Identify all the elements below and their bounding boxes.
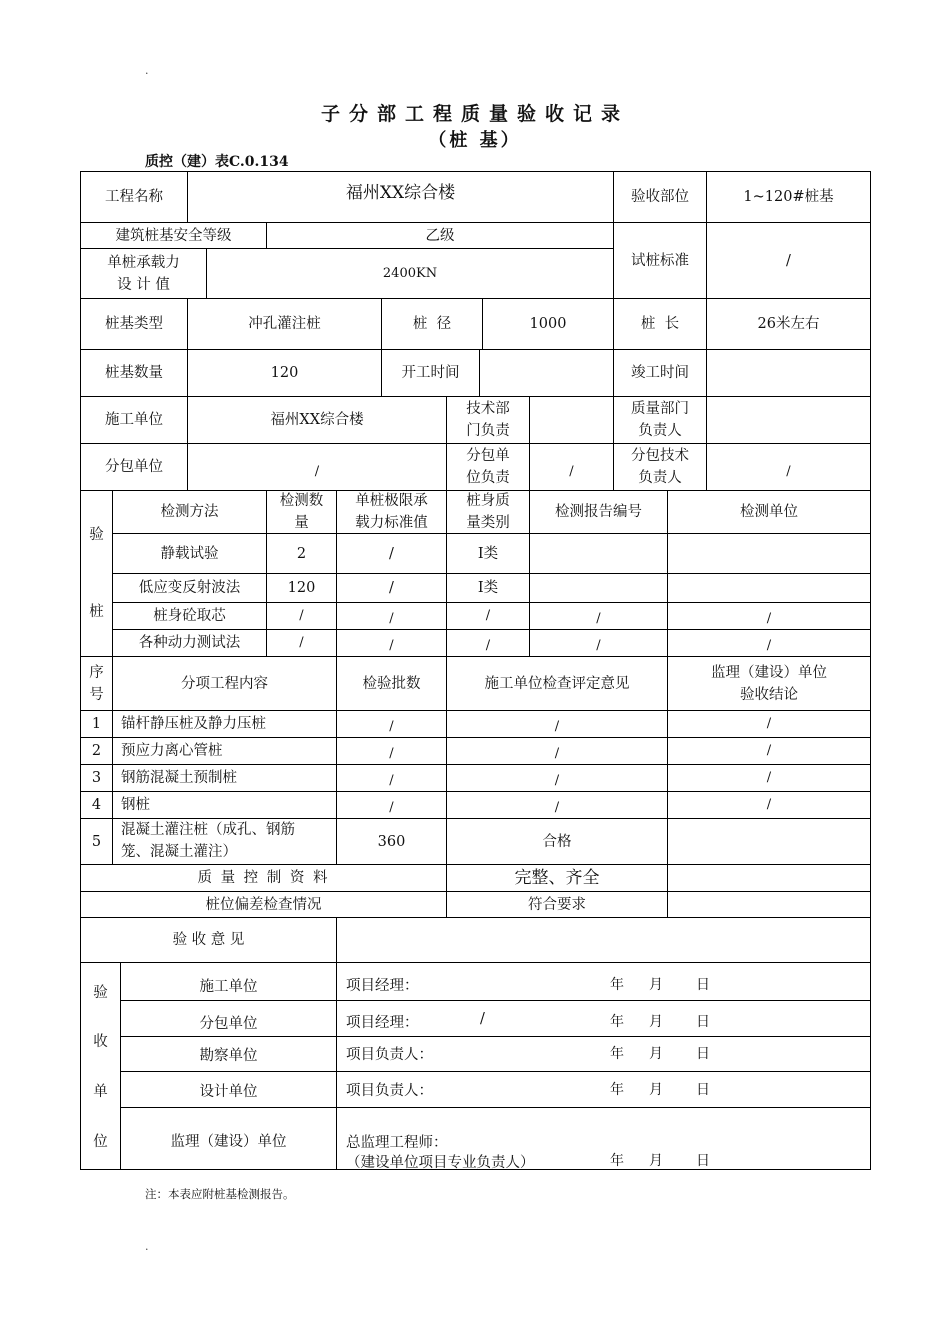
item-4-conclusion: /: [766, 797, 772, 812]
signoff-3-person: 项目负责人：: [346, 1047, 433, 1063]
count-label: 桩基数量: [105, 365, 163, 381]
capacity-value: 2400KN: [382, 265, 438, 281]
test-row-1-limit: /: [389, 545, 394, 562]
th-method: 检测方法: [160, 504, 219, 520]
signoff-4-year: 年: [610, 1082, 624, 1098]
th-qty-line-2: 量: [294, 515, 309, 531]
qc-conclusion: [668, 865, 870, 891]
opinion-label: 验 收 意 见: [172, 932, 245, 948]
signoff-5-person-2: （建设单位项目专业负责人）: [346, 1155, 535, 1171]
signoff-4-unit: 设计单位: [199, 1084, 258, 1100]
diameter-label: 桩 径: [412, 316, 452, 332]
signoff-3-day: 日: [696, 1046, 710, 1062]
item-3-name: 钢筋混凝土预制桩: [121, 770, 237, 786]
test-row-1-method: 静载试验: [160, 545, 219, 562]
test-row-4-method: 各种动力测试法: [138, 635, 241, 651]
signoff-4-month: 月: [649, 1082, 663, 1098]
th-class-line-1: 桩身质: [466, 493, 510, 509]
page-subtitle: （桩 基）: [428, 130, 522, 151]
tech-head-label-line-2: 门负责: [466, 423, 510, 439]
count-value: 120: [270, 365, 299, 381]
item-5-batches: 360: [377, 833, 406, 850]
th-seq-line-2: 号: [89, 686, 104, 703]
item-5-opinion: 合格: [542, 833, 572, 850]
test-row-2-class: I类: [477, 580, 499, 596]
th-batches: 检验批数: [362, 675, 421, 692]
test-row-4-unit: /: [766, 638, 772, 653]
test-row-4-qty: /: [299, 635, 304, 650]
test-row-2-method: 低应变反射波法: [138, 580, 241, 596]
sub-tech-label-line-1: 分包技术: [631, 448, 689, 464]
finish-time-label: 竣工时间: [631, 365, 689, 381]
test-row-3-qty: /: [299, 608, 304, 623]
signoff-2-day: 日: [696, 1014, 710, 1030]
signoff-2-month: 月: [649, 1014, 663, 1030]
signoff-5-month: 月: [649, 1153, 663, 1169]
finish-time-value: [707, 350, 870, 396]
item-1-no: 1: [91, 716, 102, 732]
capacity-label-line-1: 单桩承载力: [107, 254, 180, 271]
page-title: 子分部工程质量验收记录: [320, 103, 629, 125]
item-5-name-line-1: 混凝土灌注桩（成孔、钢筋: [121, 822, 295, 838]
opinion-value: [337, 918, 870, 962]
signoff-5-unit: 监理（建设）单位: [170, 1134, 287, 1150]
signoff-2-unit: 分包单位: [199, 1015, 258, 1032]
deviation-value: 符合要求: [528, 896, 586, 913]
quality-head-value: [707, 397, 870, 443]
capacity-label: [81, 249, 206, 298]
signoff-1-unit: 施工单位: [199, 979, 258, 995]
subcontractor-label: 分包单位: [105, 459, 163, 475]
signoff-side-2: 收: [93, 1034, 108, 1050]
item-5-conclusion: [668, 819, 870, 864]
test-row-2-unit: [668, 574, 870, 602]
test-row-4-limit: /: [389, 638, 394, 653]
tech-head-label-line-1: 技术部: [466, 401, 510, 417]
signoff-1-year: 年: [610, 977, 624, 993]
th-conclusion-line-2: 验收结论: [740, 686, 798, 703]
sub-head-value: /: [569, 464, 574, 479]
form-code: 质控（建）表C.0.134: [145, 154, 289, 170]
signoff-3-unit: 勘察单位: [199, 1048, 258, 1064]
sub-head-label-line-2: 位负责: [466, 470, 510, 486]
test-row-3-unit: /: [766, 611, 772, 626]
test-row-2-qty: 120: [287, 580, 316, 596]
item-1-name: 锚杆静压桩及静力压桩: [121, 716, 266, 732]
th-conclusion: [668, 657, 870, 710]
page-mark-bottom: .: [145, 1240, 149, 1253]
test-row-1-unit: [668, 534, 870, 573]
item-1-batches: /: [389, 719, 394, 734]
pile-type-value: 冲孔灌注桩: [248, 316, 321, 332]
item-2-no: 2: [91, 743, 102, 759]
start-time-label: 开工时间: [401, 365, 460, 381]
item-2-opinion: /: [554, 746, 560, 761]
project-name-value: 福州XX综合楼: [345, 183, 456, 203]
item-1-opinion: /: [554, 719, 560, 734]
test-standard-label: 试桩标准: [631, 252, 689, 269]
sub-tech-label-line-2: 负责人: [638, 470, 682, 486]
signoff-2-extra: /: [480, 1011, 485, 1027]
th-seq-line-1: 序: [89, 664, 104, 681]
item-5-name-line-2: 笼、混凝土灌注）: [121, 844, 237, 860]
pile-type-label: 桩基类型: [105, 316, 163, 332]
footnote: 注：本表应附桩基检测报告。: [145, 1187, 295, 1201]
sub-head-label-line-1: 分包单: [466, 448, 510, 464]
th-qty: [267, 491, 336, 533]
signoff-1-person: 项目经理：: [346, 978, 419, 994]
builder-value: 福州XX综合楼: [270, 412, 364, 428]
qc-value: 完整、齐全: [514, 868, 600, 888]
th-class: [447, 491, 529, 533]
item-4-batches: /: [389, 800, 394, 815]
capacity-label-line-2: 设 计 值: [117, 276, 170, 293]
safety-grade-label: 建筑桩基安全等级: [115, 227, 232, 244]
item-4-name: 钢桩: [121, 797, 150, 813]
item-3-no: 3: [91, 770, 102, 786]
tech-head-label: [447, 397, 529, 443]
item-5-name: [113, 819, 336, 864]
signoff-side-4: 位: [93, 1134, 108, 1150]
signoff-side-3: 单: [93, 1084, 108, 1100]
sub-tech-label: [614, 444, 706, 490]
builder-label: 施工单位: [105, 412, 163, 428]
test-row-2-report: [530, 574, 667, 602]
th-limit: [337, 491, 446, 533]
item-3-conclusion: /: [766, 770, 772, 785]
test-standard-value: /: [786, 252, 791, 269]
tech-head-value: [530, 397, 613, 443]
signoff-4-day: 日: [696, 1082, 710, 1098]
quality-head-label-line-1: 质量部门: [631, 401, 689, 417]
th-conclusion-line-1: 监理（建设）单位: [711, 664, 827, 681]
length-label: 桩 长: [640, 316, 680, 332]
test-row-2-limit: /: [389, 580, 394, 596]
test-row-3-class: /: [485, 608, 491, 623]
page-mark-top: .: [145, 64, 149, 77]
signoff-1-day: 日: [696, 977, 710, 993]
item-4-opinion: /: [554, 800, 560, 815]
item-2-name: 预应力离心管桩: [121, 743, 223, 759]
test-row-3-method: 桩身砼取芯: [153, 608, 226, 624]
item-2-batches: /: [389, 746, 394, 761]
signoff-3-month: 月: [649, 1046, 663, 1062]
test-row-3-limit: /: [389, 611, 394, 626]
testing-side-label-1: 验: [89, 527, 104, 543]
test-row-4-class: /: [485, 638, 491, 653]
deviation-conclusion: [668, 892, 870, 917]
test-row-3-report: /: [596, 611, 601, 626]
item-5-no: 5: [91, 833, 102, 850]
th-opinion: 施工单位检查评定意见: [484, 675, 630, 692]
signoff-side-1: 验: [93, 985, 108, 1001]
th-qty-line-1: 检测数: [279, 493, 324, 509]
signoff-3-year: 年: [610, 1046, 624, 1062]
signoff-4-person: 项目负责人：: [346, 1083, 433, 1099]
quality-head-label-line-2: 负责人: [638, 423, 682, 439]
th-seq: [81, 657, 112, 710]
signoff-5-day: 日: [696, 1153, 710, 1169]
sub-head-label: [447, 444, 529, 490]
item-1-conclusion: /: [766, 716, 772, 731]
testing-side-label-2: 桩: [89, 604, 104, 620]
signoff-5-person: 总监理工程师：: [346, 1135, 448, 1151]
quality-head-label: [614, 397, 706, 443]
test-row-1-qty: 2: [296, 545, 307, 562]
length-value: 26米左右: [757, 316, 820, 332]
test-row-4-report: /: [596, 638, 601, 653]
item-3-opinion: /: [554, 773, 560, 788]
signoff-2-year: 年: [610, 1014, 624, 1030]
project-name-label: 工程名称: [105, 189, 163, 205]
qc-label: 质 量 控 制 资 料: [197, 870, 330, 886]
signoff-1-month: 月: [649, 977, 663, 993]
deviation-label: 桩位偏差检查情况: [205, 896, 322, 913]
safety-grade-value: 乙级: [425, 227, 455, 244]
test-row-1-class: I类: [477, 545, 499, 562]
th-content: 分项工程内容: [181, 675, 268, 692]
th-report: 检测报告编号: [555, 504, 642, 520]
th-unit: 检测单位: [740, 504, 798, 520]
test-row-1-report: [530, 534, 667, 573]
sub-tech-value: /: [786, 464, 791, 479]
th-limit-line-2: 载力标准值: [355, 515, 428, 531]
item-2-conclusion: /: [766, 743, 772, 758]
item-4-no: 4: [91, 797, 102, 813]
th-class-line-2: 量类别: [466, 515, 510, 531]
diameter-value: 1000: [529, 316, 567, 332]
signoff-5-year: 年: [610, 1153, 624, 1169]
signoff-2-person: 项目经理：: [346, 1015, 419, 1031]
start-time-value: [480, 350, 613, 396]
acceptance-part-value: 1~120#桩基: [743, 189, 834, 205]
acceptance-part-label: 验收部位: [631, 189, 689, 205]
subcontractor-value: /: [314, 464, 320, 479]
item-3-batches: /: [389, 773, 394, 788]
th-limit-line-1: 单桩极限承: [355, 493, 428, 509]
